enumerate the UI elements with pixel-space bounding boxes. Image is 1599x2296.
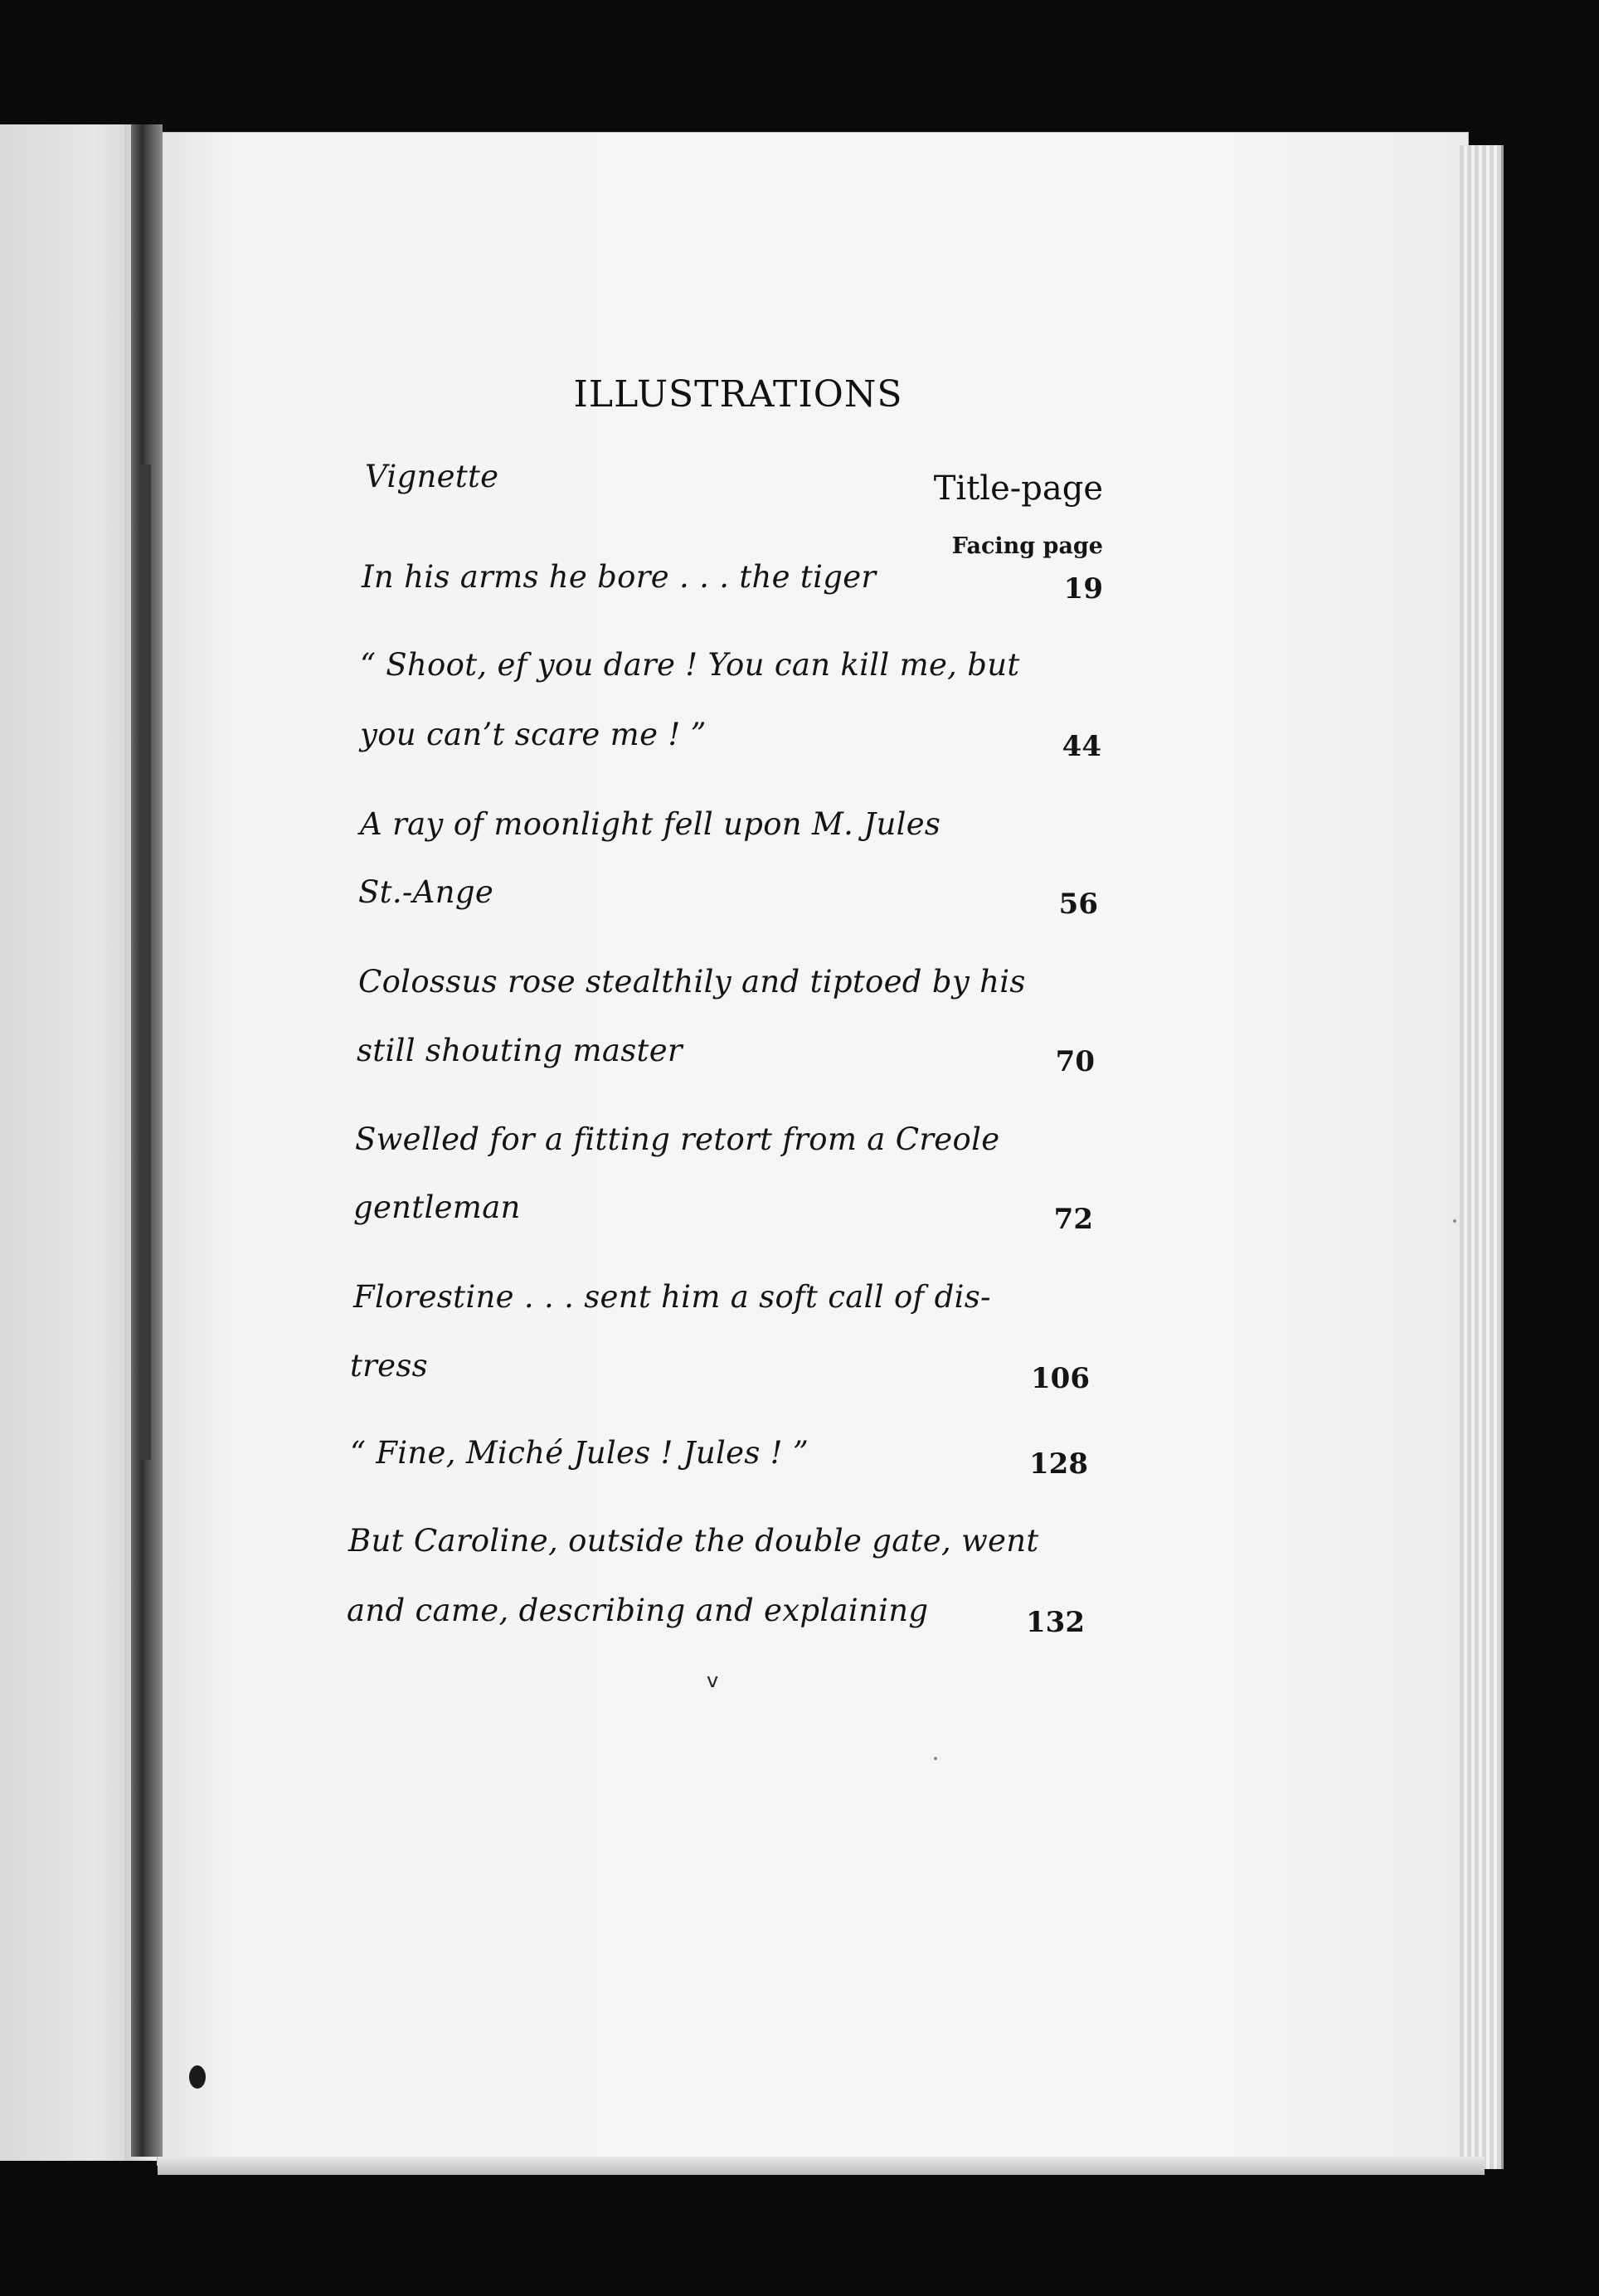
- page-bottom-edge: [158, 2157, 1485, 2175]
- illustration-page-number: 72: [1053, 1203, 1093, 1236]
- illustration-caption-line: tress: [350, 1348, 428, 1384]
- illustration-caption-line: Florestine . . . sent him a soft call of dis-: [353, 1279, 991, 1315]
- illustration-page-number: 106: [1031, 1362, 1090, 1395]
- binding-shadow: [139, 465, 151, 1460]
- page-title: ILLUSTRATIONS: [573, 373, 903, 416]
- illustration-caption-line: Colossus rose stealthily and tiptoed by his: [358, 964, 1026, 1000]
- illustration-caption-line: “ Fine, Miché Jules ! Jules ! ”: [350, 1435, 809, 1471]
- illustration-caption-line: you can’t scare me ! ”: [360, 717, 707, 752]
- illustration-page-number: 70: [1055, 1045, 1095, 1078]
- paper-speck: [934, 1757, 937, 1760]
- paper-speck: [1453, 1219, 1456, 1223]
- illustration-page-number: 19: [1063, 572, 1103, 606]
- illustration-page-number: 56: [1058, 888, 1098, 921]
- page-edge-stack: [1460, 145, 1504, 2169]
- illustration-caption-line: “ Shoot, ef you dare ! You can kill me, but: [360, 647, 1020, 683]
- illustration-caption-line: and came, describing and explaining: [347, 1593, 929, 1628]
- illustration-caption-line: Swelled for a fitting retort from a Creole: [355, 1121, 1000, 1157]
- illustration-caption-line: St.-Ange: [358, 874, 494, 910]
- illustration-page-number: 128: [1029, 1447, 1088, 1481]
- illustration-page-number: 132: [1026, 1606, 1085, 1639]
- illustration-caption-line: But Caroline, outside the double gate, went: [348, 1523, 1039, 1559]
- folio-number: v: [707, 1669, 719, 1692]
- illustration-caption-line: still shouting master: [357, 1033, 683, 1068]
- illustration-caption-line: A ray of moonlight fell upon M. Jules: [360, 806, 941, 842]
- illustration-caption-line: In his arms he bore . . . the tiger: [362, 559, 877, 595]
- hole-punch-mark: [189, 2065, 206, 2089]
- illustration-caption-line: gentleman: [353, 1189, 521, 1225]
- facing-page-header: Facing page: [951, 533, 1103, 559]
- vignette-label: Vignette: [365, 459, 499, 494]
- vignette-location: Title-page: [933, 469, 1103, 508]
- illustration-page-number: 44: [1062, 730, 1101, 763]
